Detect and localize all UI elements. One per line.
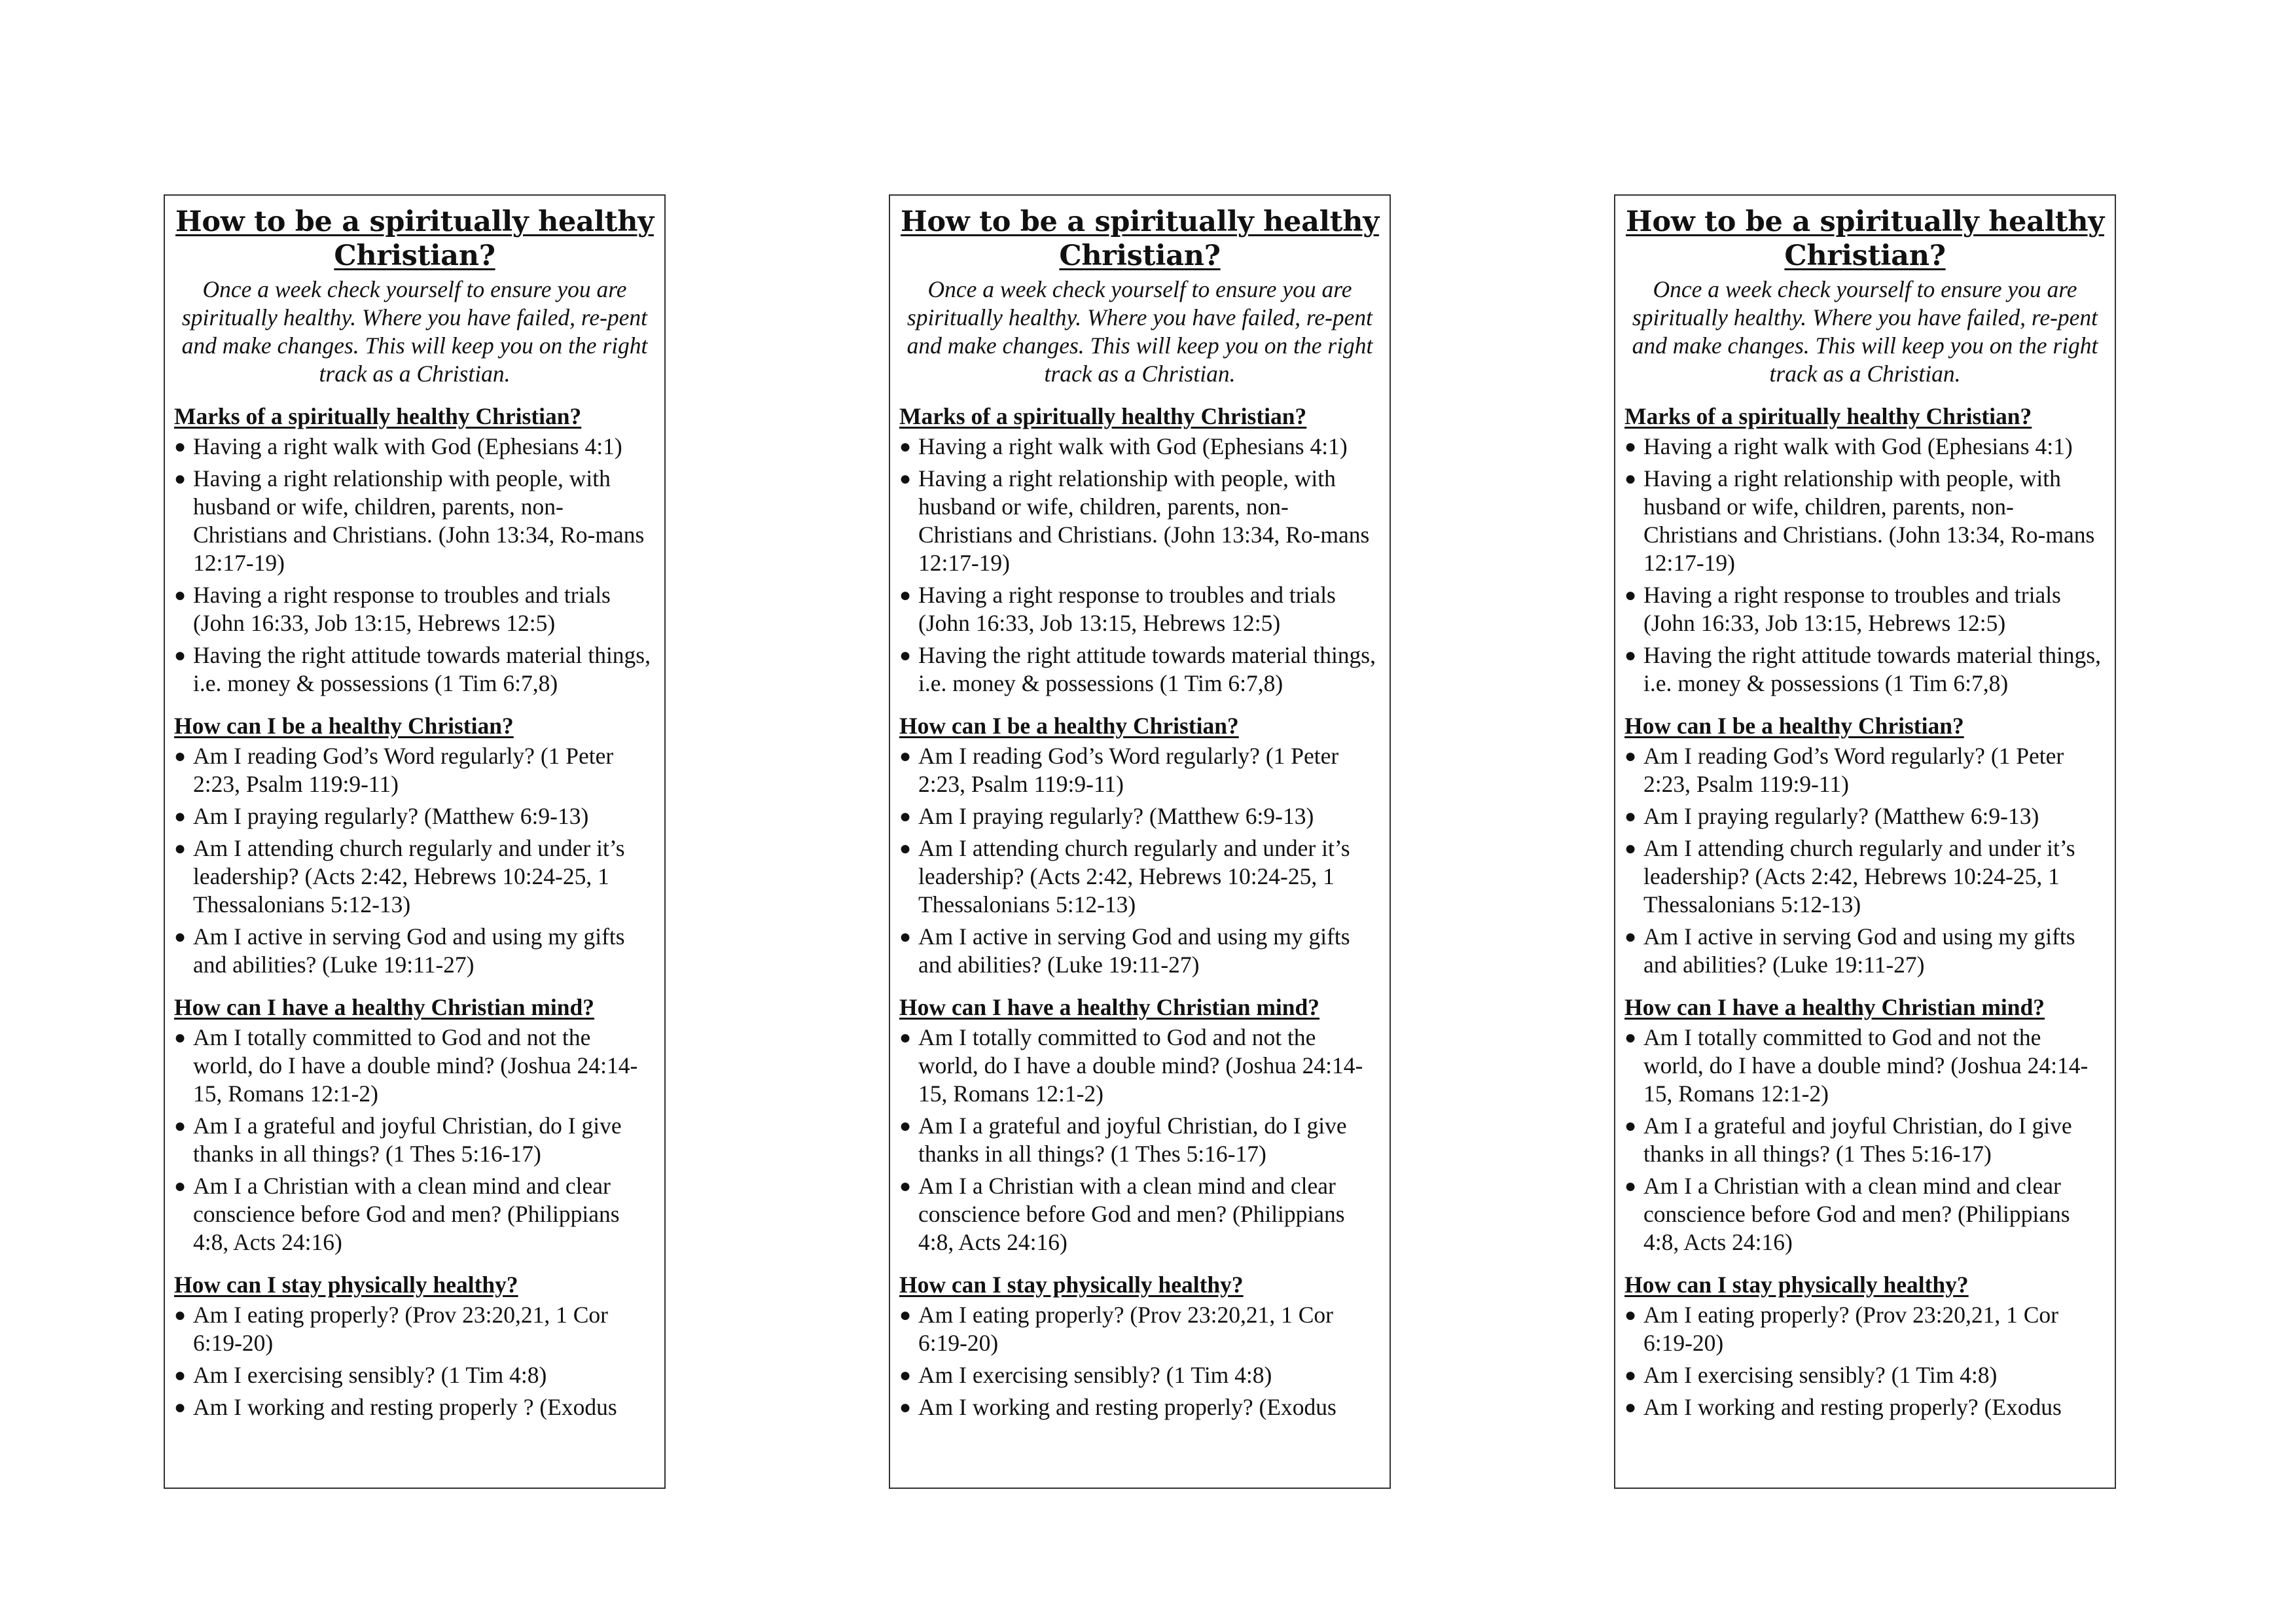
list-item	[1624, 923, 2106, 979]
bullet-icon: ●	[899, 584, 912, 606]
list-item	[1624, 433, 2106, 461]
list-item	[174, 641, 655, 698]
list-item	[174, 742, 655, 798]
list-item	[899, 433, 1380, 461]
bullet-icon: ●	[174, 468, 187, 490]
list-item	[899, 1301, 1380, 1357]
list-item-text: Having a right response to troubles and trials (John 16:33, Job 13:15, Hebrews 12:5)	[918, 582, 1336, 636]
list-item-text: Having a right walk with God (Ephesians 4:1)	[193, 433, 622, 459]
list-item	[174, 1361, 655, 1389]
list-item	[1624, 1172, 2106, 1257]
list-item-text: Am I a grateful and joyful Christian, do I give thanks in all things? (1 Thes 5:16-17)	[193, 1113, 622, 1167]
bullet-icon: ●	[899, 1397, 912, 1418]
section-heading: Marks of a spiritually healthy Christian?	[1624, 403, 2032, 429]
list-item-text: Am I attending church regularly and under it’s leadership? (Acts 2:42, Hebrews 10:24-25, 1 Thessalonians 5:12-13)	[918, 835, 1350, 918]
section-heading: How can I be a healthy Christian?	[1624, 713, 1964, 739]
bullet-list	[1624, 742, 2106, 979]
list-item	[899, 1393, 1380, 1421]
bullet-icon: ●	[1624, 1364, 1637, 1386]
list-item	[899, 581, 1380, 637]
bullet-icon: ●	[174, 1027, 187, 1048]
card-title: How to be a spiritually healthy Christian?	[175, 205, 654, 272]
list-item-text: Having a right response to troubles and trials (John 16:33, Job 13:15, Hebrews 12:5)	[193, 582, 611, 636]
bullet-list	[899, 742, 1380, 979]
bullet-icon: ●	[899, 1304, 912, 1326]
list-item-text: Am I attending church regularly and under it’s leadership? (Acts 2:42, Hebrews 10:24-25, 1 Thessalonians 5:12-13)	[193, 835, 625, 918]
list-item-text: Am I eating properly? (Prov 23:20,21, 1 Cor 6:19-20)	[193, 1302, 608, 1356]
list-item	[1624, 1112, 2106, 1168]
bullet-icon: ●	[174, 926, 187, 948]
list-item-text: Am I a Christian with a clean mind and clear conscience before God and men? (Philippians 4:8, Acts 24:16)	[1643, 1173, 2070, 1255]
list-item	[899, 1361, 1380, 1389]
list-item-text: Am I exercising sensibly? (1 Tim 4:8)	[193, 1362, 547, 1388]
list-item	[1624, 742, 2106, 798]
list-item-text: Am I reading God’s Word regularly? (1 Peter 2:23, Psalm 119:9-11)	[193, 743, 614, 797]
list-item-text: Having a right walk with God (Ephesians 4:1)	[918, 433, 1348, 459]
card-intro: Once a week check yourself to ensure you are spiritually healthy. Where you have failed, re-pent and make changes. This will keep you on the right track as a Christian.	[181, 276, 648, 387]
section-heading: How can I be a healthy Christian?	[899, 713, 1239, 739]
list-item	[1624, 581, 2106, 637]
list-item-text: Am I a Christian with a clean mind and clear conscience before God and men? (Philippians 4:8, Acts 24:16)	[918, 1173, 1345, 1255]
bullet-icon: ●	[1624, 1115, 1637, 1137]
list-item-text: Am I active in serving God and using my gifts and abilities? (Luke 19:11-27)	[918, 923, 1350, 978]
bookmark-card	[1614, 194, 2116, 1489]
bullet-list	[1624, 1301, 2106, 1421]
list-item-text: Am I reading God’s Word regularly? (1 Peter 2:23, Psalm 119:9-11)	[1643, 743, 2064, 797]
list-item	[899, 641, 1380, 698]
list-item-text: Am I a Christian with a clean mind and clear conscience before God and men? (Philippians 4:8, Acts 24:16)	[193, 1173, 620, 1255]
section-heading: Marks of a spiritually healthy Christian?	[174, 403, 582, 429]
bookmark-card	[889, 194, 1391, 1489]
section-heading: How can I be a healthy Christian?	[174, 713, 514, 739]
list-item	[1624, 1024, 2106, 1108]
list-item-text: Having the right attitude towards material things, i.e. money & possessions (1 Tim 6:7,8)	[1643, 642, 2101, 696]
list-item	[899, 465, 1380, 577]
section-heading: How can I stay physically healthy?	[174, 1272, 518, 1298]
bullet-icon: ●	[174, 1175, 187, 1197]
bullet-icon: ●	[174, 1115, 187, 1137]
bullet-icon: ●	[899, 806, 912, 827]
bullet-icon: ●	[899, 1027, 912, 1048]
bullet-icon: ●	[899, 926, 912, 948]
list-item	[899, 802, 1380, 830]
list-item-text: Having a right relationship with people, with husband or wife, children, parents, non-Christians and Christians. (John 13:34, Ro-mans 12:17-19)	[193, 465, 645, 576]
bullet-list	[899, 1301, 1380, 1421]
bullet-icon: ●	[1624, 468, 1637, 490]
bullet-icon: ●	[1624, 1304, 1637, 1326]
list-item	[174, 1112, 655, 1168]
bullet-icon: ●	[899, 645, 912, 666]
list-item	[1624, 834, 2106, 919]
list-item-text: Am I totally committed to God and not the world, do I have a double mind? (Joshua 24:14-15, Romans 12:1-2)	[918, 1024, 1363, 1107]
bullet-icon: ●	[1624, 436, 1637, 457]
card-title: How to be a spiritually healthy Christian?	[1626, 205, 2104, 272]
list-item	[174, 465, 655, 577]
section-heading: How can I have a healthy Christian mind?	[174, 994, 595, 1020]
list-item-text: Having the right attitude towards material things, i.e. money & possessions (1 Tim 6:7,8)	[193, 642, 651, 696]
bullet-icon: ●	[174, 806, 187, 827]
bullet-icon: ●	[1624, 584, 1637, 606]
list-item	[174, 923, 655, 979]
section-heading: How can I have a healthy Christian mind?	[1624, 994, 2045, 1020]
list-item	[1624, 1301, 2106, 1357]
list-item	[174, 433, 655, 461]
list-item	[1624, 802, 2106, 830]
bullet-list	[899, 433, 1380, 698]
list-item	[174, 834, 655, 919]
bullet-list	[899, 1024, 1380, 1257]
list-item-text: Am I active in serving God and using my gifts and abilities? (Luke 19:11-27)	[1643, 923, 2075, 978]
bullet-icon: ●	[1624, 926, 1637, 948]
bullet-icon: ●	[1624, 745, 1637, 767]
list-item	[1624, 465, 2106, 577]
list-item-text: Having a right relationship with people, with husband or wife, children, parents, non-Christians and Christians. (John 13:34, Ro-mans 12:17-19)	[918, 465, 1370, 576]
list-item	[174, 802, 655, 830]
bullet-icon: ●	[899, 1175, 912, 1197]
list-item-text: Am I working and resting properly? (Exodus	[918, 1394, 1336, 1420]
bullet-list	[1624, 433, 2106, 698]
bullet-icon: ●	[899, 1115, 912, 1137]
bullet-icon: ●	[1624, 1175, 1637, 1197]
list-item	[899, 1172, 1380, 1257]
list-item-text: Am I a grateful and joyful Christian, do I give thanks in all things? (1 Thes 5:16-17)	[1643, 1113, 2072, 1167]
list-item-text: Having the right attitude towards material things, i.e. money & possessions (1 Tim 6:7,8)	[918, 642, 1376, 696]
list-item-text: Am I praying regularly? (Matthew 6:9-13)	[193, 803, 589, 829]
card-intro: Once a week check yourself to ensure you are spiritually healthy. Where you have failed, re-pent and make changes. This will keep you on the right track as a Christian.	[906, 276, 1373, 387]
bullet-icon: ●	[174, 1304, 187, 1326]
list-item	[174, 1393, 655, 1421]
list-item-text: Am I attending church regularly and under it’s leadership? (Acts 2:42, Hebrews 10:24-25, 1 Thessalonians 5:12-13)	[1643, 835, 2075, 918]
list-item-text: Am I active in serving God and using my gifts and abilities? (Luke 19:11-27)	[193, 923, 625, 978]
section-heading: How can I have a healthy Christian mind?	[899, 994, 1320, 1020]
bullet-icon: ●	[899, 1364, 912, 1386]
bullet-icon: ●	[1624, 806, 1637, 827]
card-title: How to be a spiritually healthy Christian?	[901, 205, 1379, 272]
list-item-text: Am I reading God’s Word regularly? (1 Peter 2:23, Psalm 119:9-11)	[918, 743, 1339, 797]
list-item-text: Having a right response to troubles and trials (John 16:33, Job 13:15, Hebrews 12:5)	[1643, 582, 2061, 636]
list-item	[899, 1112, 1380, 1168]
bullet-icon: ●	[174, 1397, 187, 1418]
bullet-icon: ●	[174, 584, 187, 606]
bullet-icon: ●	[174, 436, 187, 457]
bullet-icon: ●	[174, 1364, 187, 1386]
bullet-icon: ●	[174, 838, 187, 859]
bullet-icon: ●	[1624, 1027, 1637, 1048]
bullet-icon: ●	[174, 745, 187, 767]
list-item	[1624, 1393, 2106, 1421]
list-item-text: Am I praying regularly? (Matthew 6:9-13)	[918, 803, 1314, 829]
bullet-list	[174, 1301, 655, 1421]
list-item	[174, 1172, 655, 1257]
bullet-list	[1624, 1024, 2106, 1257]
list-item	[1624, 641, 2106, 698]
list-item	[899, 923, 1380, 979]
list-item	[899, 742, 1380, 798]
section-heading: How can I stay physically healthy?	[899, 1272, 1244, 1298]
list-item-text: Am I working and resting properly? (Exodus	[1643, 1394, 2062, 1420]
list-item-text: Am I totally committed to God and not the world, do I have a double mind? (Joshua 24:14-15, Romans 12:1-2)	[193, 1024, 638, 1107]
bullet-icon: ●	[899, 436, 912, 457]
list-item	[174, 1301, 655, 1357]
bullet-icon: ●	[899, 745, 912, 767]
list-item	[174, 581, 655, 637]
bullet-icon: ●	[1624, 645, 1637, 666]
list-item-text: Am I exercising sensibly? (1 Tim 4:8)	[918, 1362, 1272, 1388]
bullet-list	[174, 742, 655, 979]
list-item-text: Am I praying regularly? (Matthew 6:9-13)	[1643, 803, 2039, 829]
bullet-list	[174, 1024, 655, 1257]
bookmark-card	[164, 194, 666, 1489]
list-item	[174, 1024, 655, 1108]
bullet-icon: ●	[1624, 838, 1637, 859]
section-heading: How can I stay physically healthy?	[1624, 1272, 1969, 1298]
list-item	[899, 1024, 1380, 1108]
list-item-text: Am I totally committed to God and not the world, do I have a double mind? (Joshua 24:14-15, Romans 12:1-2)	[1643, 1024, 2089, 1107]
bullet-icon: ●	[174, 645, 187, 666]
card-intro: Once a week check yourself to ensure you are spiritually healthy. Where you have failed, re-pent and make changes. This will keep you on the right track as a Christian.	[1632, 276, 2098, 387]
list-item	[1624, 1361, 2106, 1389]
list-item-text: Am I a grateful and joyful Christian, do I give thanks in all things? (1 Thes 5:16-17)	[918, 1113, 1347, 1167]
list-item-text: Am I eating properly? (Prov 23:20,21, 1 Cor 6:19-20)	[918, 1302, 1333, 1356]
bullet-icon: ●	[899, 838, 912, 859]
list-item-text: Having a right walk with God (Ephesians 4:1)	[1643, 433, 2073, 459]
bullet-icon: ●	[1624, 1397, 1637, 1418]
list-item-text: Am I exercising sensibly? (1 Tim 4:8)	[1643, 1362, 1998, 1388]
list-item-text: Having a right relationship with people, with husband or wife, children, parents, non-Christians and Christians. (John 13:34, Ro-mans 12:17-19)	[1643, 465, 2095, 576]
bullet-list	[174, 433, 655, 698]
bullet-icon: ●	[899, 468, 912, 490]
list-item-text: Am I working and resting properly ? (Exodus	[193, 1394, 617, 1420]
list-item-text: Am I eating properly? (Prov 23:20,21, 1 Cor 6:19-20)	[1643, 1302, 2058, 1356]
list-item	[899, 834, 1380, 919]
section-heading: Marks of a spiritually healthy Christian?	[899, 403, 1307, 429]
